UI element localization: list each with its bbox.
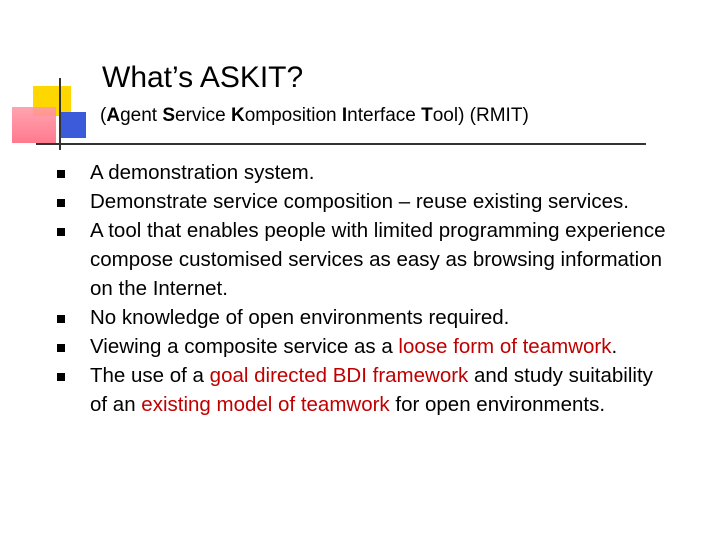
bullet-item <box>52 187 672 216</box>
bullet-text: The use of a <box>90 364 210 387</box>
title-divider <box>36 143 646 145</box>
subtitle-run: ervice <box>175 105 231 126</box>
bullet-item <box>52 158 672 187</box>
highlighted-text: loose form of teamwork <box>398 335 612 358</box>
subtitle-run: T <box>421 105 433 126</box>
slide-subtitle <box>100 104 529 128</box>
subtitle-run: S <box>162 105 176 126</box>
slide-title: What’s ASKIT? <box>102 61 304 94</box>
bullet-item <box>52 332 672 361</box>
square-bullet-icon <box>57 199 65 207</box>
bullet-text: Demonstrate service composition – reuse existing services. <box>90 190 629 213</box>
logo-blue-square <box>60 112 86 138</box>
logo-pink-square <box>12 107 56 143</box>
bullet-text: for open environments. <box>389 393 606 416</box>
bullet-text: . <box>611 335 618 358</box>
square-bullet-icon <box>57 373 65 381</box>
bullet-list <box>52 158 672 419</box>
subtitle-run: ( <box>100 105 107 126</box>
highlighted-text: goal directed BDI framework <box>209 364 469 387</box>
subtitle-run: I <box>341 105 348 126</box>
highlighted-text: existing model of teamwork <box>141 393 390 416</box>
bullet-text: Viewing a composite service as a <box>90 335 399 358</box>
logo-vertical-line <box>59 78 61 150</box>
bullet-text: A demonstration system. <box>90 161 315 184</box>
subtitle-run: K <box>230 105 245 126</box>
bullet-text: A tool that enables people with limited programming experience compose customised services as easy as browsing information on the Internet. <box>90 219 666 300</box>
square-bullet-icon <box>57 315 65 323</box>
square-bullet-icon <box>57 344 65 352</box>
subtitle-run: ool) (RMIT) <box>432 105 529 126</box>
square-bullet-icon <box>57 228 65 236</box>
subtitle-run: nterface <box>347 105 422 126</box>
subtitle-run: omposition <box>244 105 342 126</box>
bullet-text: No knowledge of open environments required. <box>90 306 510 329</box>
bullet-item <box>52 216 672 303</box>
bullet-item <box>52 303 672 332</box>
square-bullet-icon <box>57 170 65 178</box>
subtitle-run: A <box>106 105 121 126</box>
bullet-item <box>52 361 672 419</box>
bullet-text: and study suitability of an <box>90 364 653 416</box>
subtitle-run: gent <box>120 105 163 126</box>
